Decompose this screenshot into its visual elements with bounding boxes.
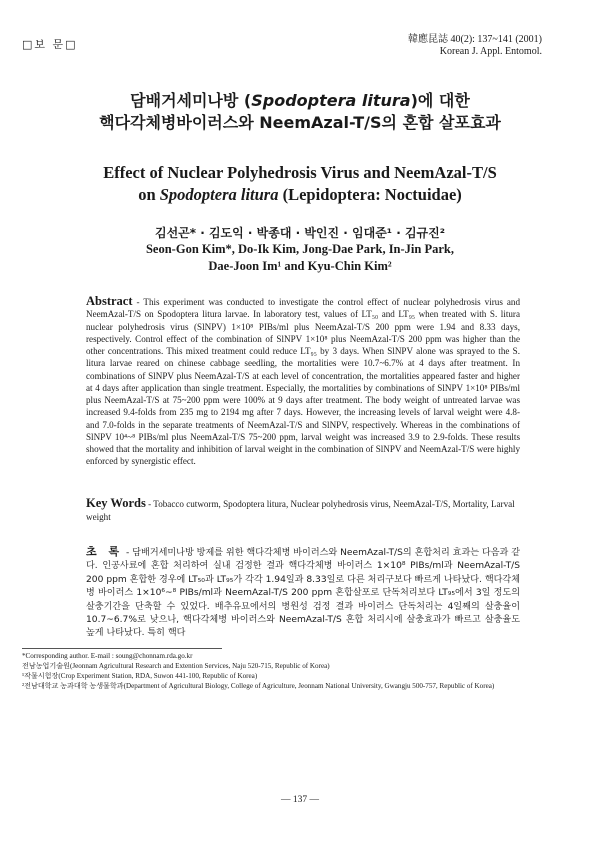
abstract-text: - This experiment was conducted to investigate the control effect of nuclear polyhedrosis virus and NeemAzal-T/S on Spodoptera litura larvae. In laboratory test, values of LT₅₀ and LT₉₅ when treated with S. litura nuclear polyhedrosis virus (SlNPV) 1×10⁸ PIBs/ml plus NeemAzal-T/S 200 ppm were 1.94 and 8.33 days, respectively. Control effect of the combination of SlNPV 1×10⁸ plus NeemAzal-T/S 200 ppm was higher than the other concentrations. This mixed treatment could reduce LT₉₅ by 3 days. When SlNPV alone was sprayed to the S. litura larvae reared on chinese cabbage seedling, the mortalities were 10.7~6.7% at 4 days after treatment. In combinations of SlNPV plus NeemAzal-T/S at each level of concentration, the mortalities appeared faster and higher at 4 days after application than single treatment. Especially, the mortalities by combinations of SlNPV 1×10⁸ PIBs/ml plus NeemAzal-T/S at 75~200 ppm were 100% at 9 days after treatment. The body weight of untreated larvae was increased 9.4-folds from 235 mg to 2194 mg after 7 days. However, the increasing levels of larval weight were 4.8- and 7.0-folds in the separate treatments of NeemAzal-T/S and SlNPV, respectively. Whereas in the combinations of SlNPV 10⁴~⁸ PIBs/ml plus NeemAzal-T/S 75~200 ppm, larval weight was increased 3.9 to 2.9-folds. These results showed that the mortality and inhibition of larval weight in the combination of SlNPV and NeemAzal-T/S were highly enforced by synergistic effect. [86,297,520,467]
journal-name-en: Korean J. Appl. Entomol. [439,46,542,57]
keywords-text: - Tobacco cutworm, Spodoptera litura, Nuclear polyhedrosis virus, NeemAzal-T/S, Mortality, Larval weight [86,499,515,522]
authors-english [0,241,600,275]
english-title [0,162,600,206]
volume-pages: 40(2): 137~141 (2001) [450,34,542,45]
korean-title-post: )에 대한 [410,91,470,110]
english-title-line1: Effect of Nuclear Polyhedrosis Virus and NeemAzal-T/S [103,163,497,182]
korean-abstract-text: - 담배거세미나방 방제를 위한 핵다각체병 바이러스와 NeemAzal-T/S의 혼합처리 효과는 다음과 같다. 인공사료에 혼합 처리하여 실내 검정한 결과 핵다각체병 바이러스 1×10⁸ PIBs/ml과 NeemAzal-T/S 200 ppm 혼합한 경우에 LT₅₀과 LT₉₅가 각각 1.94일과 8.33일로 다른 처리구보다 빠르게 나타났다. 핵다각체병 바이러스 1×10⁶~⁸ PIBs/ml과 NeemAzal-T/S 200 ppm 혼합살포로 단독처리보다 LT₉₅에서 3일 정도의 살충기간을 단축할 수 있었다. 배추유묘에서의 병원성 검정 결과 바이러스 단독처리는 4일째의 살충율이 10.7~6.7%로 낮으나, 핵다각체병 바이러스와 NeemAzal-T/S 혼합 처리시에 살충효과가 빠르고 살충율도 높게 나타났다. 특히 핵다 [86,548,520,639]
footnote-affiliation-1: ¹작물시험장(Crop Experiment Station, RDA, Suwon 441-100, Republic of Korea) [22,671,258,680]
korean-title-line2: 핵다각체병바이러스와 NeemAzal-T/S의 혼합 살포효과 [99,113,501,132]
authors-english-line1: Seon-Gon Kim*, Do-Ik Kim, Jong-Dae Park, In-Jin Park, [145,242,454,256]
korean-title-species: Spodoptera litura [251,91,411,110]
footnotes [22,652,562,692]
authors-english-line2: Dae-Joon Im¹ and Kyu-Chin Kim² [208,259,392,273]
journal-citation [408,34,542,58]
english-title-species: Spodoptera litura [159,185,279,204]
journal-name-ko: 韓應昆誌 [407,34,448,45]
abstract [86,295,520,468]
abstract-heading: Abstract [86,294,133,308]
page-number: — 137 — [281,795,319,805]
korean-abstract [86,545,520,641]
footnote-affiliation: 전남농업기술원(Jeonnam Agricultural Research and Extention Services, Naju 520-715, Republic of Korea) [22,661,330,670]
footnote-corresponding: *Corresponding author. E-mail : soung@chonnam.rda.go.kr [22,652,193,660]
korean-abstract-heading: 초 록 [86,545,124,558]
keywords-heading: Key Words [86,496,146,510]
english-title-pre: on [138,185,160,204]
authors-korean: 김선곤* · 김도익 · 박종대 · 박인진 · 임대준¹ · 김규진² [154,226,445,240]
footnote-divider [22,648,222,649]
korean-title-pre: 담배거세미나방 ( [130,91,252,110]
footnote-affiliation-2: ²전남대학교 농과대학 농생물학과(Department of Agricultural Biology, College of Agriculture, Jeonnam National University, Gwangju 500-757, Republic of Korea) [22,681,495,690]
keywords [86,497,520,523]
english-title-post: (Lepidoptera: Noctuidae) [278,185,462,204]
korean-title [0,90,600,134]
section-label: □보 문□ [22,38,78,51]
